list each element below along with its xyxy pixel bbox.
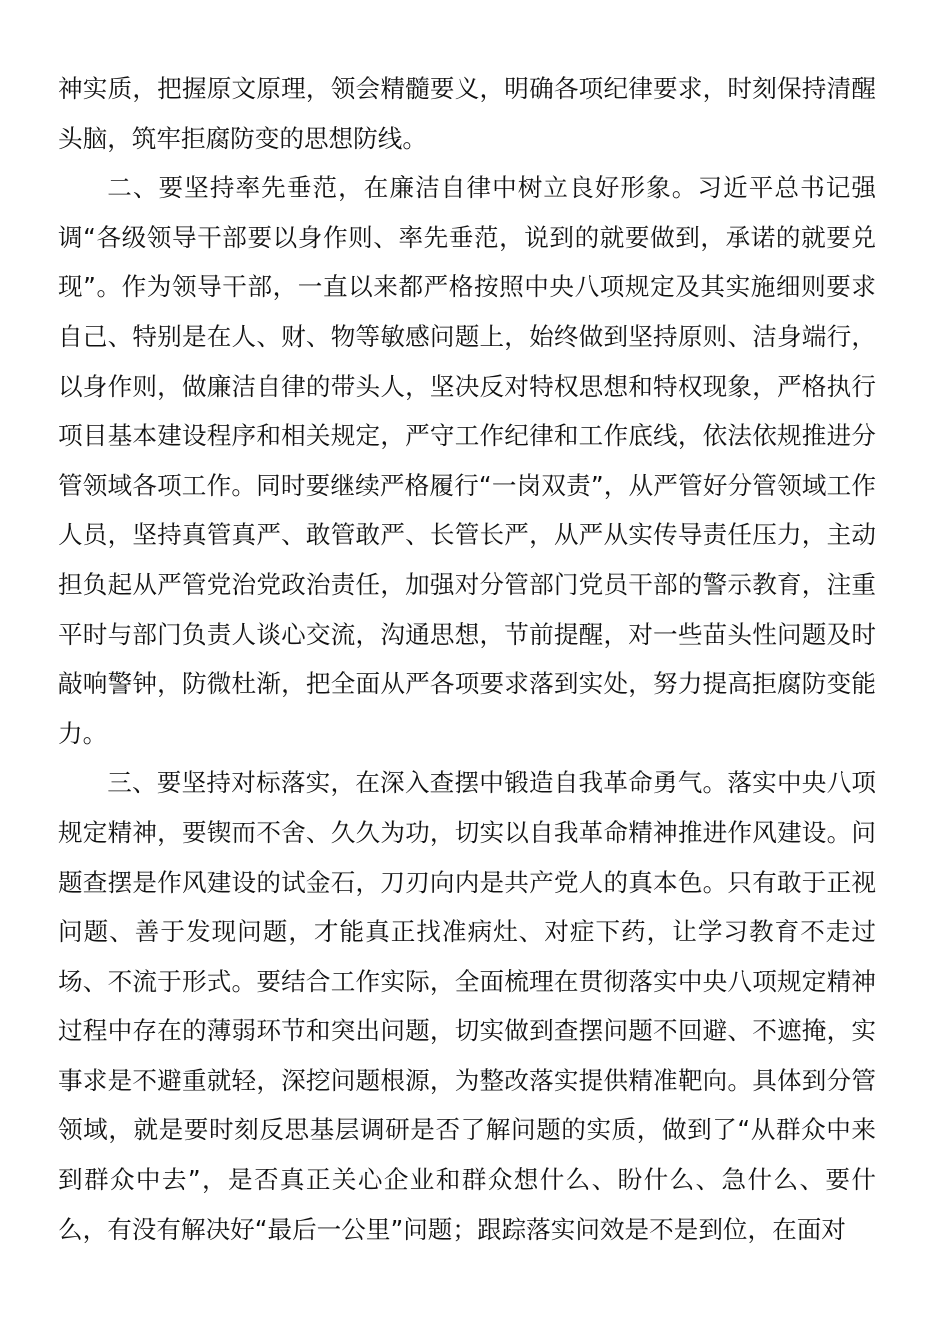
- paragraph-text: 习近平总书记强调“各级领导干部要以身作则、率先垂范，说到的就要做到，承诺的就要兑现”。作为领导干部，一直以来都严格按照中央八项规定及其实施细则要求自己、特别是在人、财、物等敏感问题上，始终做到坚持原则、洁身端行，以身作则，做廉洁自律的带头人，坚决反对特权思想和特权现象，严格执行项目基本建设程序和相关规定，严守工作纪律和工作底线，依法依规推进分管领域各项工作。同时要继续严格履行“一岗双责”，从严管好分管领域工作人员，坚持真管真严、敢管敢严、长管长严，从严从实传导责任压力，主动担负起从严管党治党政治责任，加强对分管部门党员干部的警示教育，注重平时与部门负责人谈心交流，沟通思想，节前提醒，对一些苗头性问题及时敲响警钟，防微杜渐，把全面从严各项要求落到实处，努力提高拒腐防变能力。: [58, 173, 876, 748]
- section-heading: 三、要坚持对标落实，在深入查摆中锻造自我革命勇气。: [107, 768, 728, 798]
- paragraph-text: 落实中央八项规定精神，要锲而不舍、久久为功，切实以自我革命精神推进作风建设。问题查摆是作风建设的试金石，刀刃向内是共产党人的真本色。只有敢于正视问题、善于发现问题，才能真正找准病灶、对症下药，让学习教育不走过场、不流于形式。要结合工作实际，全面梳理在贯彻落实中央八项规定精神过程中存在的薄弱环节和突出问题，切实做到查摆问题不回避、不遮掩，实事求是不避重就轻，深挖问题根源，为整改落实提供精准靶向。具体到分管领域，就是要时刻反思基层调研是否了解问题的实质，做到了“从群众中来到群众中去”，是否真正关心企业和群众想什么、盼什么、急什么、要什么，有没有解决好“最后一公里”问题；跟踪落实问效是不是到位，在面对: [58, 768, 876, 1244]
- paragraph-section-three: [58, 758, 876, 1254]
- document-body: [58, 64, 876, 1254]
- paragraph-text: 神实质，把握原文原理，领会精髓要义，明确各项纪律要求，时刻保持清醒头脑，筑牢拒腐防变的思想防线。: [58, 74, 876, 153]
- section-heading: 二、要坚持率先垂范，在廉洁自律中树立良好形象。: [107, 173, 698, 203]
- paragraph-section-two: [58, 163, 876, 758]
- paragraph-continuation: [58, 64, 876, 163]
